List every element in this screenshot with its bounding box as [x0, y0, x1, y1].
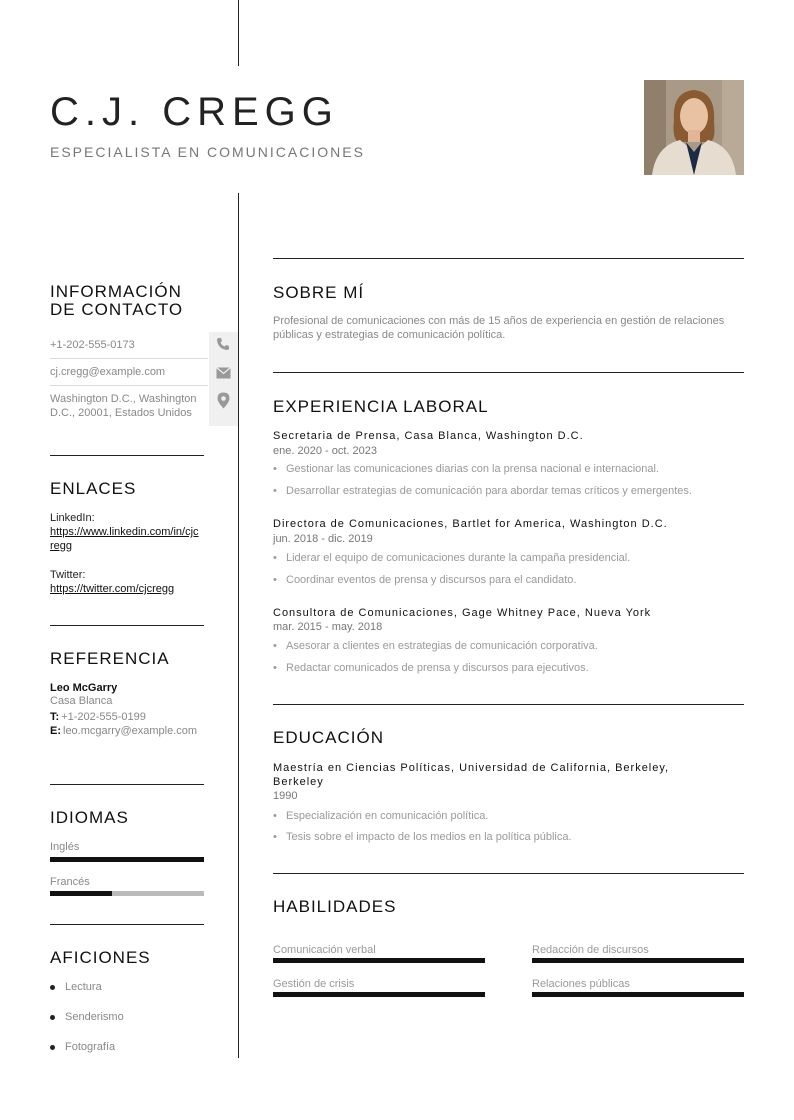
hobby-label: Senderismo: [65, 1011, 124, 1023]
job-dates: ene. 2020 - oct. 2023: [273, 445, 377, 457]
skill-item: [273, 978, 485, 997]
candidate-title: ESPECIALISTA EN COMUNICACIONES: [50, 144, 365, 160]
candidate-name: C.J. CREGG: [50, 90, 339, 134]
reference-heading: REFERENCIA: [50, 649, 170, 668]
skill-item: [532, 978, 744, 997]
section-rule: [273, 873, 744, 874]
skill-item: [532, 944, 744, 963]
job-bullet: [273, 639, 743, 653]
about-heading: SOBRE MÍ: [273, 283, 365, 302]
link-label: LinkedIn:: [50, 512, 95, 524]
contact-email[interactable]: cj.cregg@example.com: [50, 366, 166, 378]
hobby-item: [50, 981, 102, 993]
section-rule: [50, 784, 204, 785]
link-label: Twitter:: [50, 569, 86, 581]
section-rule: [273, 704, 744, 705]
education-bullet: [273, 830, 743, 844]
bullet-dot-icon: [50, 1015, 55, 1020]
job-title: Secretaria de Prensa, Casa Blanca, Washington D.C.: [273, 430, 584, 442]
skill-level-bar: [273, 958, 485, 963]
education-year: 1990: [273, 790, 298, 802]
skill-level-bar: [532, 958, 744, 963]
hobby-item: [50, 1011, 124, 1023]
language-level-bar: [50, 857, 204, 862]
reference-phone-label: T:: [50, 711, 60, 723]
section-rule: [50, 625, 204, 626]
education-bullet: [273, 809, 743, 823]
job-bullet-text: Gestionar las comunicaciones diarias con la prensa nacional e internacional.: [286, 463, 659, 475]
job-bullet-text: Redactar comunicados de prensa y discursos para ejecutivos.: [286, 662, 589, 674]
bullet-icon: •: [273, 810, 277, 822]
link-linkedin: [50, 512, 200, 553]
job-dates: mar. 2015 - may. 2018: [273, 621, 383, 633]
skill-name: Redacción de discursos: [532, 944, 649, 956]
language-level-fill: [50, 891, 112, 896]
bullet-icon: •: [273, 574, 277, 586]
skill-name: Gestión de crisis: [273, 978, 355, 990]
reference-name: Leo McGarry: [50, 682, 118, 694]
bullet-icon: •: [273, 640, 277, 652]
education-bullet-text: Tesis sobre el impacto de los medios en la política pública.: [286, 831, 572, 843]
skill-name: Comunicación verbal: [273, 944, 376, 956]
experience-heading: EXPERIENCIA LABORAL: [273, 397, 489, 416]
job-bullet-text: Liderar el equipo de comunicaciones durante la campaña presidencial.: [286, 552, 631, 564]
reference-email[interactable]: leo.mcgarry@example.com: [63, 725, 198, 737]
portrait-image: [644, 80, 744, 175]
education-bullet-text: Especialización en comunicación política.: [286, 810, 489, 822]
skill-item: [273, 944, 485, 963]
job-bullet: [273, 551, 743, 565]
language-level-bar: [50, 891, 204, 896]
reference-block: [50, 682, 204, 738]
contact-address: Washington D.C., Washington D.C., 20001, Estados Unidos: [50, 393, 197, 419]
section-rule: [50, 924, 204, 925]
hobby-item: [50, 1041, 115, 1053]
contact-phone[interactable]: +1-202-555-0173: [50, 339, 135, 351]
education-degree: Maestría en Ciencias Políticas, Universidad de California, Berkeley, Berkeley: [273, 762, 670, 788]
reference-phone[interactable]: +1-202-555-0199: [61, 711, 146, 723]
profile-photo: [644, 80, 744, 175]
languages-heading: IDIOMAS: [50, 808, 129, 827]
bullet-dot-icon: [50, 1045, 55, 1050]
mail-icon: [216, 366, 231, 384]
divider-line-top: [238, 0, 239, 66]
language-level-fill: [50, 857, 204, 862]
job-bullet: [273, 661, 743, 675]
language-name: Francés: [50, 876, 90, 888]
bullet-icon: •: [273, 463, 277, 475]
contact-heading-line1: INFORMACIÓN: [50, 282, 182, 301]
twitter-url-link[interactable]: https://twitter.com/cjcregg: [50, 583, 175, 595]
job-bullet-text: Asesorar a clientes en estrategias de comunicación corporativa.: [286, 640, 598, 652]
divider-line-main: [238, 193, 239, 1058]
bullet-icon: •: [273, 831, 277, 843]
section-rule: [50, 455, 204, 456]
bullet-dot-icon: [50, 985, 55, 990]
education-heading: EDUCACIÓN: [273, 728, 385, 747]
linkedin-url-link[interactable]: https://www.linkedin.com/in/cjcregg: [50, 526, 199, 552]
language-name: Inglés: [50, 841, 80, 853]
skill-level-fill: [273, 958, 485, 963]
job-title: Consultora de Comunicaciones, Gage Whitney Pace, Nueva York: [273, 607, 652, 619]
links-heading: ENLACES: [50, 479, 137, 498]
contact-separator: [50, 385, 208, 386]
hobby-label: Fotografía: [65, 1041, 116, 1053]
job-title: Directora de Comunicaciones, Bartlet for America, Washington D.C.: [273, 518, 668, 530]
job-bullet-text: Desarrollar estrategias de comunicación para abordar temas críticos y emergentes.: [286, 485, 692, 497]
hobby-label: Lectura: [65, 981, 102, 993]
job-bullet: [273, 462, 743, 476]
bullet-icon: •: [273, 552, 277, 564]
about-text: Profesional de comunicaciones con más de 15 años de experiencia en gestión de relaciones públicas y estrategias de comunicación política.: [273, 315, 725, 341]
contact-heading: [50, 283, 183, 319]
phone-icon: [216, 337, 230, 356]
hobbies-heading: AFICIONES: [50, 948, 151, 967]
section-rule: [273, 258, 744, 259]
job-bullet: [273, 484, 743, 498]
contact-separator: [50, 358, 208, 359]
reference-org: Casa Blanca: [50, 695, 113, 707]
skill-level-bar: [532, 992, 744, 997]
skill-level-fill: [532, 958, 744, 963]
skill-level-bar: [273, 992, 485, 997]
bullet-icon: •: [273, 662, 277, 674]
section-rule: [273, 372, 744, 373]
job-bullet-text: Coordinar eventos de prensa y discursos para el candidato.: [286, 574, 577, 586]
job-bullet: [273, 573, 743, 587]
skill-level-fill: [273, 992, 485, 997]
skills-heading: HABILIDADES: [273, 897, 397, 916]
reference-phone-row: [50, 710, 204, 724]
contact-heading-line2: DE CONTACTO: [50, 300, 184, 319]
link-twitter: [50, 569, 200, 596]
reference-email-label: E:: [50, 725, 61, 737]
skill-name: Relaciones públicas: [532, 978, 630, 990]
bullet-icon: •: [273, 485, 277, 497]
job-dates: jun. 2018 - dic. 2019: [273, 533, 373, 545]
reference-email-row: [50, 724, 204, 738]
skill-level-fill: [532, 992, 744, 997]
location-pin-icon: [217, 392, 230, 414]
